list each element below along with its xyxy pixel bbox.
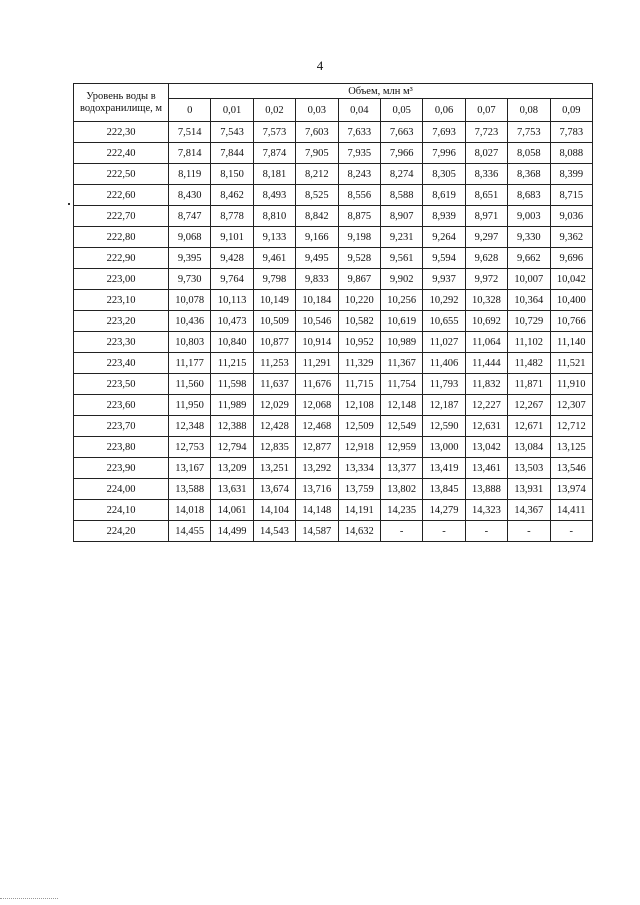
volume-cell: 13,802 — [380, 479, 422, 500]
table-row — [74, 248, 593, 269]
volume-cell: 10,042 — [550, 269, 593, 290]
table-row — [74, 185, 593, 206]
volume-cell: 9,003 — [508, 206, 550, 227]
volume-cell: 8,493 — [253, 185, 295, 206]
volume-cell: 13,716 — [296, 479, 338, 500]
volume-cell: 10,149 — [253, 290, 295, 311]
water-level-cell: 223,80 — [74, 437, 169, 458]
volume-cell: 10,113 — [211, 290, 253, 311]
volume-cell: 8,651 — [465, 185, 507, 206]
volume-cell: 11,637 — [253, 374, 295, 395]
water-level-cell: 223,10 — [74, 290, 169, 311]
volume-cell: 7,663 — [380, 122, 422, 143]
volume-cell: 10,692 — [465, 311, 507, 332]
table-row — [74, 500, 593, 521]
volume-cell: 9,764 — [211, 269, 253, 290]
table-row — [74, 479, 593, 500]
table-row — [74, 395, 593, 416]
volume-cell: 12,388 — [211, 416, 253, 437]
volume-cell: 13,888 — [465, 479, 507, 500]
volume-cell: 13,674 — [253, 479, 295, 500]
volume-cell: 10,078 — [169, 290, 211, 311]
volume-cell: 12,307 — [550, 395, 593, 416]
volume-cell: 8,907 — [380, 206, 422, 227]
water-level-cell: 222,30 — [74, 122, 169, 143]
table-row — [74, 374, 593, 395]
volume-cell: - — [380, 521, 422, 542]
volume-cell: 7,996 — [423, 143, 465, 164]
volume-cell: 12,877 — [296, 437, 338, 458]
increment-header-cell: 0,07 — [465, 99, 507, 122]
increment-header-cell: 0,08 — [508, 99, 550, 122]
volume-cell: 10,509 — [253, 311, 295, 332]
volume-cell: 12,348 — [169, 416, 211, 437]
volume-cell: 11,598 — [211, 374, 253, 395]
volume-cell: 14,235 — [380, 500, 422, 521]
increment-header-cell: 0,01 — [211, 99, 253, 122]
volume-cell: 11,367 — [380, 353, 422, 374]
volume-cell: 10,766 — [550, 311, 593, 332]
volume-cell: 14,367 — [508, 500, 550, 521]
volume-cell: 11,329 — [338, 353, 380, 374]
volume-cell: 12,068 — [296, 395, 338, 416]
volume-cell: 10,914 — [296, 332, 338, 353]
volume-cell: 11,989 — [211, 395, 253, 416]
water-level-cell: 222,90 — [74, 248, 169, 269]
increment-header-cell: 0 — [169, 99, 211, 122]
volume-cell: 9,798 — [253, 269, 295, 290]
volume-cell: 10,364 — [508, 290, 550, 311]
water-level-cell: 224,00 — [74, 479, 169, 500]
volume-cell: 14,455 — [169, 521, 211, 542]
volume-cell: 11,676 — [296, 374, 338, 395]
volume-cell: 14,632 — [338, 521, 380, 542]
water-level-cell: 223,50 — [74, 374, 169, 395]
volume-cell: 13,759 — [338, 479, 380, 500]
volume-cell: - — [508, 521, 550, 542]
volume-cell: 13,631 — [211, 479, 253, 500]
volume-cell: 13,588 — [169, 479, 211, 500]
volume-cell: 9,395 — [169, 248, 211, 269]
volume-cell: 11,406 — [423, 353, 465, 374]
volume-cell: 10,877 — [253, 332, 295, 353]
scan-mark — [68, 203, 70, 205]
volume-cell: 12,187 — [423, 395, 465, 416]
volume-table — [73, 83, 593, 542]
water-level-cell: 223,60 — [74, 395, 169, 416]
volume-cell: 8,088 — [550, 143, 593, 164]
volume-cell: 13,209 — [211, 458, 253, 479]
volume-cell: 8,715 — [550, 185, 593, 206]
increment-header-cell: 0,05 — [380, 99, 422, 122]
volume-cell: 13,292 — [296, 458, 338, 479]
volume-cell: 14,018 — [169, 500, 211, 521]
volume-cell: 8,181 — [253, 164, 295, 185]
volume-cell: 12,753 — [169, 437, 211, 458]
water-level-cell: 223,40 — [74, 353, 169, 374]
volume-cell: 11,871 — [508, 374, 550, 395]
volume-cell: 9,972 — [465, 269, 507, 290]
volume-cell: 8,274 — [380, 164, 422, 185]
volume-cell: 8,336 — [465, 164, 507, 185]
water-level-cell: 224,20 — [74, 521, 169, 542]
volume-cell: 10,655 — [423, 311, 465, 332]
volume-cell: 7,935 — [338, 143, 380, 164]
volume-cell: 9,628 — [465, 248, 507, 269]
volume-cell: 10,840 — [211, 332, 253, 353]
volume-cell: 14,148 — [296, 500, 338, 521]
increment-header-cell: 0,04 — [338, 99, 380, 122]
volume-cell: 10,256 — [380, 290, 422, 311]
volume-cell: 8,525 — [296, 185, 338, 206]
footer-line — [0, 898, 58, 899]
volume-cell: 7,814 — [169, 143, 211, 164]
volume-cell: 9,198 — [338, 227, 380, 248]
volume-cell: 10,328 — [465, 290, 507, 311]
volume-cell: 13,042 — [465, 437, 507, 458]
volume-cell: 10,184 — [296, 290, 338, 311]
volume-cell: 12,029 — [253, 395, 295, 416]
water-level-cell: 223,20 — [74, 311, 169, 332]
volume-cell: 9,133 — [253, 227, 295, 248]
volume-cell: 11,444 — [465, 353, 507, 374]
volume-cell: 8,747 — [169, 206, 211, 227]
table-row — [74, 269, 593, 290]
volume-cell: 7,543 — [211, 122, 253, 143]
volume-cell: 9,867 — [338, 269, 380, 290]
volume-cell: 8,556 — [338, 185, 380, 206]
volume-cell: 10,220 — [338, 290, 380, 311]
volume-cell: 13,084 — [508, 437, 550, 458]
volume-cell: - — [550, 521, 593, 542]
volume-cell: 9,730 — [169, 269, 211, 290]
volume-cell: 8,619 — [423, 185, 465, 206]
volume-cell: 8,939 — [423, 206, 465, 227]
volume-cell: 9,101 — [211, 227, 253, 248]
volume-cell: 13,461 — [465, 458, 507, 479]
increment-header-cell: 0,02 — [253, 99, 295, 122]
volume-cell: 11,102 — [508, 332, 550, 353]
volume-cell: 13,377 — [380, 458, 422, 479]
volume-cell: 9,662 — [508, 248, 550, 269]
volume-cell: 9,231 — [380, 227, 422, 248]
volume-cell: 9,264 — [423, 227, 465, 248]
volume-cell: 7,844 — [211, 143, 253, 164]
volume-cell: 11,215 — [211, 353, 253, 374]
volume-cell: 12,671 — [508, 416, 550, 437]
volume-cell: - — [423, 521, 465, 542]
volume-cell: 8,027 — [465, 143, 507, 164]
water-level-cell: 223,00 — [74, 269, 169, 290]
volume-cell: 11,910 — [550, 374, 593, 395]
volume-cell: 14,104 — [253, 500, 295, 521]
table-row — [74, 353, 593, 374]
volume-cell: 8,243 — [338, 164, 380, 185]
volume-cell: 11,291 — [296, 353, 338, 374]
volume-cell: 13,125 — [550, 437, 593, 458]
volume-cell: 7,514 — [169, 122, 211, 143]
increment-header-cell: 0,03 — [296, 99, 338, 122]
volume-cell: 9,461 — [253, 248, 295, 269]
table-row — [74, 164, 593, 185]
volume-cell: 8,971 — [465, 206, 507, 227]
volume-cell: 14,543 — [253, 521, 295, 542]
volume-cell: 11,521 — [550, 353, 593, 374]
volume-cell: 12,835 — [253, 437, 295, 458]
volume-cell: 9,330 — [508, 227, 550, 248]
volume-cell: 9,297 — [465, 227, 507, 248]
table-row — [74, 416, 593, 437]
volume-cell: 11,560 — [169, 374, 211, 395]
volume-cell: 7,874 — [253, 143, 295, 164]
header-row — [74, 84, 593, 99]
water-level-cell: 222,40 — [74, 143, 169, 164]
water-level-cell: 223,30 — [74, 332, 169, 353]
volume-cell: 8,399 — [550, 164, 593, 185]
volume-cell: 8,462 — [211, 185, 253, 206]
table-row — [74, 290, 593, 311]
volume-cell: 12,108 — [338, 395, 380, 416]
table-row — [74, 311, 593, 332]
volume-cell: 8,778 — [211, 206, 253, 227]
volume-cell: 9,833 — [296, 269, 338, 290]
table-row — [74, 206, 593, 227]
volume-cell: 8,119 — [169, 164, 211, 185]
volume-cell: 7,723 — [465, 122, 507, 143]
level-column-header: Уровень воды в водохранилище, м — [74, 84, 169, 122]
volume-column-header: Объем, млн м³ — [169, 84, 593, 99]
volume-cell: 7,905 — [296, 143, 338, 164]
water-level-cell: 224,10 — [74, 500, 169, 521]
volume-cell: 14,279 — [423, 500, 465, 521]
volume-cell: 11,064 — [465, 332, 507, 353]
volume-cell: 7,966 — [380, 143, 422, 164]
volume-cell: 14,191 — [338, 500, 380, 521]
volume-cell: 7,783 — [550, 122, 593, 143]
volume-cell: 11,253 — [253, 353, 295, 374]
volume-cell: 10,582 — [338, 311, 380, 332]
volume-cell: 11,832 — [465, 374, 507, 395]
volume-cell: 8,842 — [296, 206, 338, 227]
water-level-cell: 223,90 — [74, 458, 169, 479]
volume-cell: 9,528 — [338, 248, 380, 269]
volume-cell: 8,058 — [508, 143, 550, 164]
volume-cell: 11,754 — [380, 374, 422, 395]
volume-cell: - — [465, 521, 507, 542]
volume-cell: 8,212 — [296, 164, 338, 185]
volume-cell: 9,068 — [169, 227, 211, 248]
table-row — [74, 437, 593, 458]
volume-cell: 8,368 — [508, 164, 550, 185]
volume-cell: 12,794 — [211, 437, 253, 458]
volume-cell: 10,007 — [508, 269, 550, 290]
table-row — [74, 122, 593, 143]
volume-cell: 7,753 — [508, 122, 550, 143]
volume-cell: 12,918 — [338, 437, 380, 458]
volume-cell: 12,590 — [423, 416, 465, 437]
table-row — [74, 332, 593, 353]
volume-cell: 9,902 — [380, 269, 422, 290]
water-level-cell: 222,80 — [74, 227, 169, 248]
volume-cell: 8,683 — [508, 185, 550, 206]
volume-cell: 14,411 — [550, 500, 593, 521]
volume-cell: 13,251 — [253, 458, 295, 479]
volume-cell: 9,362 — [550, 227, 593, 248]
volume-cell: 13,845 — [423, 479, 465, 500]
volume-cell: 9,937 — [423, 269, 465, 290]
table-row — [74, 227, 593, 248]
volume-cell: 7,633 — [338, 122, 380, 143]
volume-cell: 9,495 — [296, 248, 338, 269]
volume-cell: 12,509 — [338, 416, 380, 437]
volume-cell: 13,334 — [338, 458, 380, 479]
volume-cell: 11,027 — [423, 332, 465, 353]
volume-cell: 13,503 — [508, 458, 550, 479]
volume-cell: 11,177 — [169, 353, 211, 374]
volume-cell: 7,603 — [296, 122, 338, 143]
volume-cell: 14,499 — [211, 521, 253, 542]
volume-cell: 10,989 — [380, 332, 422, 353]
volume-cell: 12,428 — [253, 416, 295, 437]
volume-cell: 10,292 — [423, 290, 465, 311]
volume-cell: 12,959 — [380, 437, 422, 458]
volume-cell: 11,793 — [423, 374, 465, 395]
increment-header-cell: 0,06 — [423, 99, 465, 122]
volume-cell: 10,473 — [211, 311, 253, 332]
volume-cell: 13,546 — [550, 458, 593, 479]
volume-cell: 9,428 — [211, 248, 253, 269]
volume-cell: 9,696 — [550, 248, 593, 269]
volume-cell: 8,430 — [169, 185, 211, 206]
volume-cell: 12,148 — [380, 395, 422, 416]
volume-cell: 11,715 — [338, 374, 380, 395]
volume-cell: 12,631 — [465, 416, 507, 437]
volume-cell: 14,323 — [465, 500, 507, 521]
volume-cell: 12,227 — [465, 395, 507, 416]
volume-cell: 13,974 — [550, 479, 593, 500]
volume-cell: 12,549 — [380, 416, 422, 437]
water-level-cell: 222,50 — [74, 164, 169, 185]
volume-cell: 10,803 — [169, 332, 211, 353]
volume-cell: 10,546 — [296, 311, 338, 332]
table-row — [74, 143, 593, 164]
volume-cell: 8,810 — [253, 206, 295, 227]
volume-cell: 12,468 — [296, 416, 338, 437]
volume-cell: 13,419 — [423, 458, 465, 479]
increment-header-cell: 0,09 — [550, 99, 593, 122]
volume-cell: 9,594 — [423, 248, 465, 269]
volume-cell: 7,573 — [253, 122, 295, 143]
volume-cell: 14,587 — [296, 521, 338, 542]
volume-cell: 10,436 — [169, 311, 211, 332]
volume-cell: 10,400 — [550, 290, 593, 311]
volume-cell: 13,167 — [169, 458, 211, 479]
volume-cell: 13,000 — [423, 437, 465, 458]
volume-cell: 13,931 — [508, 479, 550, 500]
volume-cell: 11,140 — [550, 332, 593, 353]
water-level-cell: 222,70 — [74, 206, 169, 227]
page-number: 4 — [316, 58, 324, 73]
water-level-cell: 222,60 — [74, 185, 169, 206]
volume-cell: 12,267 — [508, 395, 550, 416]
volume-cell: 10,952 — [338, 332, 380, 353]
volume-cell: 11,950 — [169, 395, 211, 416]
table-row — [74, 521, 593, 542]
volume-cell: 9,561 — [380, 248, 422, 269]
volume-cell: 9,166 — [296, 227, 338, 248]
volume-cell: 8,875 — [338, 206, 380, 227]
volume-cell: 9,036 — [550, 206, 593, 227]
volume-cell: 14,061 — [211, 500, 253, 521]
volume-cell: 10,729 — [508, 311, 550, 332]
table-row — [74, 458, 593, 479]
water-level-cell: 223,70 — [74, 416, 169, 437]
volume-cell: 8,305 — [423, 164, 465, 185]
volume-cell: 8,588 — [380, 185, 422, 206]
volume-cell: 10,619 — [380, 311, 422, 332]
volume-cell: 7,693 — [423, 122, 465, 143]
volume-cell: 12,712 — [550, 416, 593, 437]
table-body — [74, 122, 593, 542]
volume-cell: 11,482 — [508, 353, 550, 374]
volume-cell: 8,150 — [211, 164, 253, 185]
